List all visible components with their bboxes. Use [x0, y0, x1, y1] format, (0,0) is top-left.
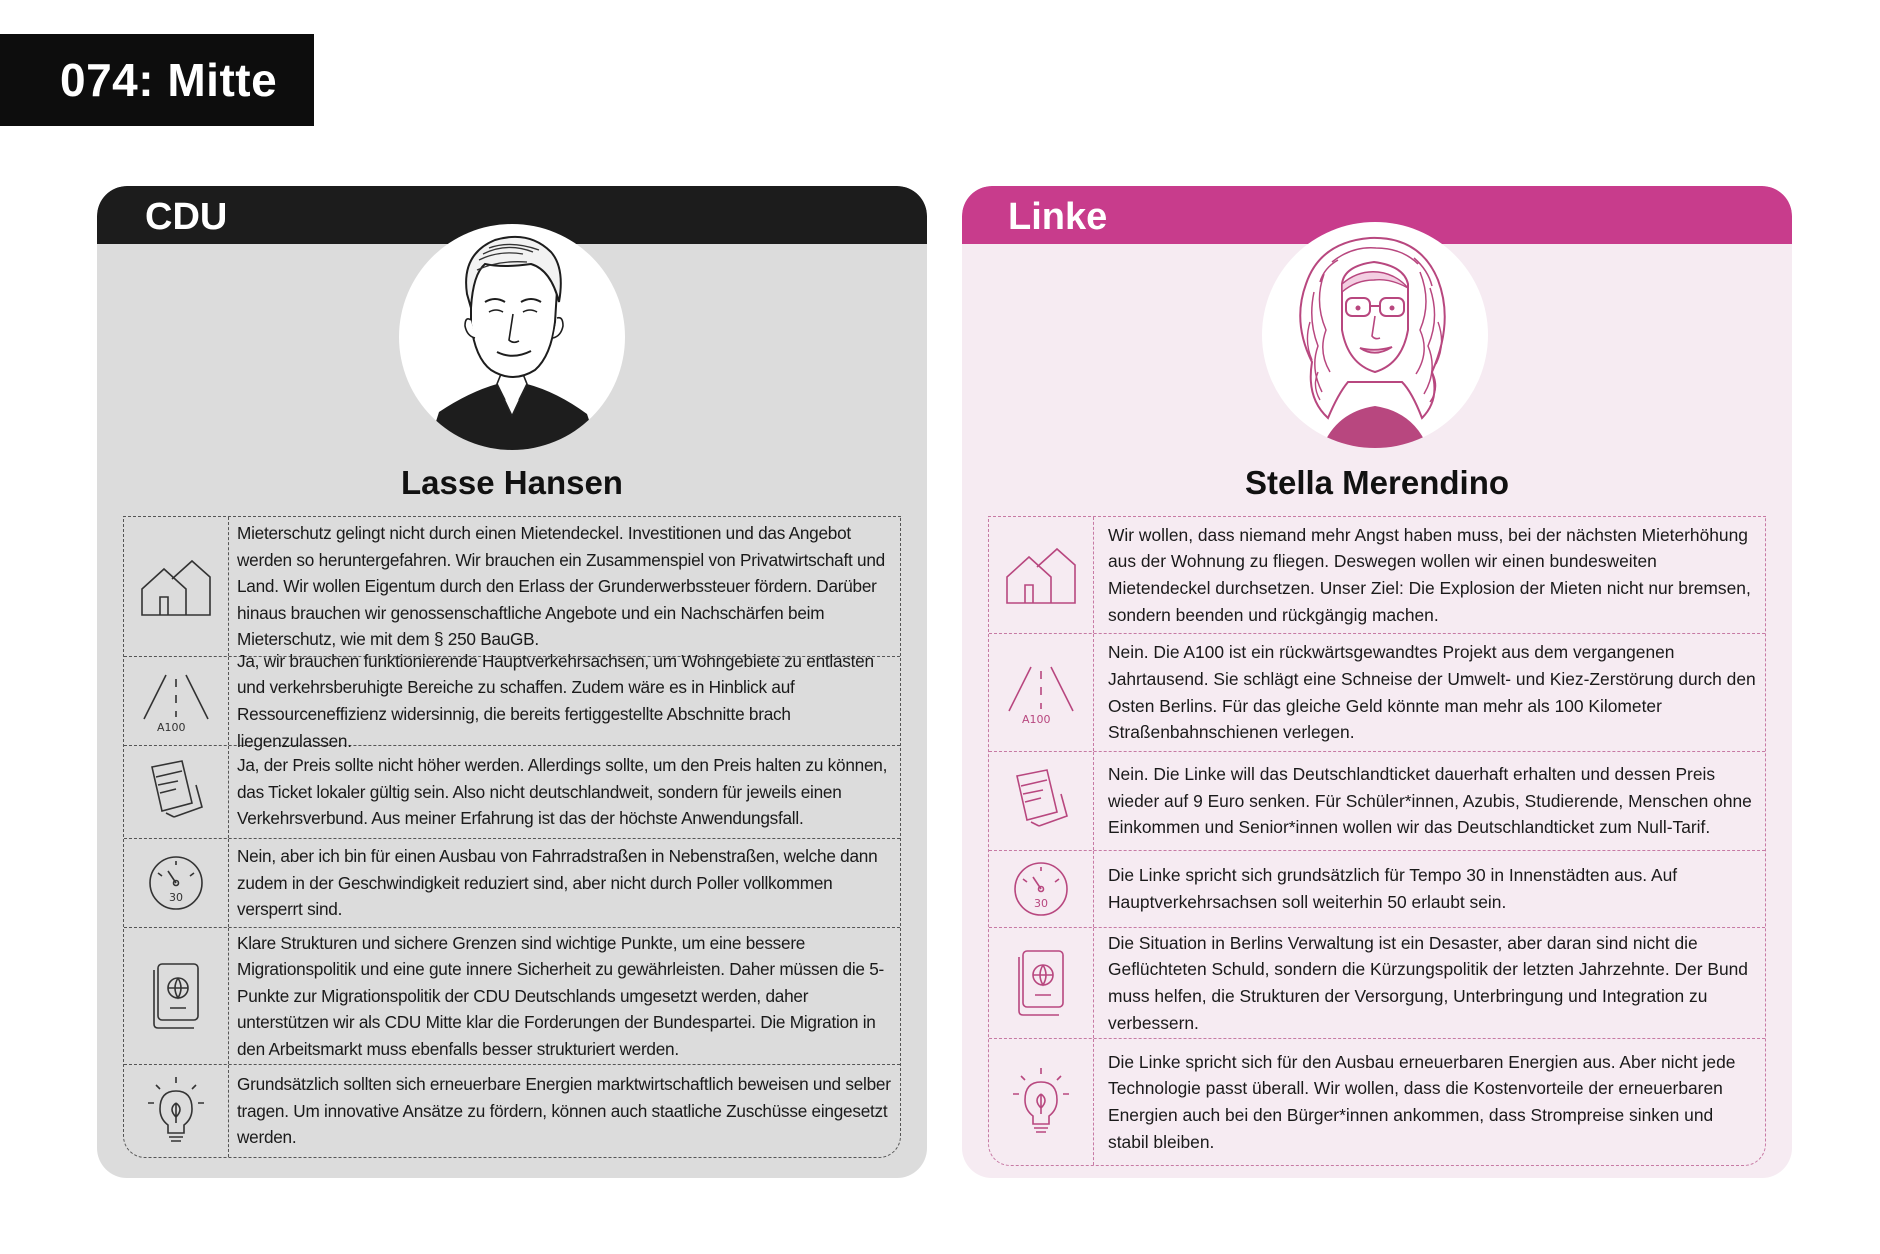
answer-row-speed	[124, 838, 900, 927]
ticket-icon	[989, 752, 1094, 850]
lightbulb-icon	[124, 1065, 229, 1157]
answer-text: Mieterschutz gelingt nicht durch einen Mietendeckel. Investitionen und das Angebot werden so heruntergefahren. Wir brauchen ein Zusammenspiel von Privatwirtschaft und Land. Wir wollen Eigentum durch den Erlass der Grunderwerbssteuer fördern. Darüber hinaus brauchen wir genossenschaftliche Angebote und ein Nachschärfen beim Mieterschutz, wie mit dem § 250 BauGB.	[237, 523, 885, 650]
passport-icon	[124, 928, 229, 1064]
answer-row-migration	[124, 927, 900, 1064]
answer-text: Nein. Die A100 ist ein rückwärtsgewandtes Projekt aus dem vergangenen Jahrtausend. Sie schlägt eine Schneise der Umwelt- und Kiez-Zerstörung durch den Osten Berlins. Für das gleiche Geld könnte man mehr als 100 Kilometer Straßenbahnschienen verlegen.	[1108, 642, 1756, 743]
district-title: 074: Mitte	[0, 34, 314, 126]
answer-text: Grundsätzlich sollten sich erneuerbare Energien marktwirtschaftlich beweisen und selber tragen. Um innovative Ansätze zu fördern, können auch staatliche Zuschüsse eingesetzt werden.	[237, 1074, 891, 1148]
portrait-illustration-icon	[1262, 222, 1488, 448]
candidate-card-linke	[962, 186, 1792, 1178]
road-icon	[124, 657, 229, 745]
svg-text:30: 30	[1034, 897, 1048, 910]
candidate-name: Lasse Hansen	[401, 464, 623, 501]
answer-table	[123, 516, 901, 1158]
answer-row-ticket	[989, 751, 1765, 850]
answer-text: Die Linke spricht sich grundsätzlich für Tempo 30 in Innenstädten aus. Auf Hauptverkehrsachsen soll weiterhin 50 erlaubt sein.	[1108, 865, 1678, 912]
svg-text:A100: A100	[157, 721, 186, 733]
speedometer-icon	[989, 851, 1094, 927]
answer-row-ticket	[124, 745, 900, 838]
answer-text: Ja, wir brauchen funktionierende Hauptverkehrsachsen, um Wohngebiete zu entlasten und verkehrsberuhigte Bereiche zu schaffen. Zudem wäre es in Hinblick auf Ressourceneffizienz widersinnig, die bereits fertiggestellte Abschnitte brach liegenzulassen.	[237, 650, 874, 751]
svg-text:30: 30	[169, 891, 183, 904]
answer-row-highway	[124, 650, 900, 751]
answer-row-migration	[989, 927, 1765, 1038]
answer-text: Die Situation in Berlins Verwaltung ist ein Desaster, aber daran sind nicht die Geflüchteten Schuld, sondern die Kürzungspolitik der letzten Jahrzehnte. Der Bund muss helfen, die Strukturen der Versorgung, Unterbringung und Integration zu verbessern.	[1108, 932, 1748, 1033]
house-icon	[989, 517, 1094, 633]
party-header-linke: Linke	[962, 186, 1792, 244]
answer-row-housing	[124, 517, 900, 656]
candidate-portrait	[1262, 222, 1488, 448]
answer-row-housing	[989, 517, 1765, 633]
party-header-cdu: CDU	[97, 186, 927, 244]
answer-row-energy	[124, 1064, 900, 1157]
speedometer-icon	[124, 839, 229, 927]
candidate-name: Stella Merendino	[1244, 464, 1510, 501]
answer-row-energy	[989, 1038, 1765, 1165]
candidate-card-cdu	[97, 186, 927, 1178]
answer-text: Ja, der Preis sollte nicht höher werden. Allerdings sollte, um den Preis halten zu können, das Ticket lokaler gültig sein. Also nicht deutschlandweit, sondern für jeweils einen Verkehrsverbund. Aus meiner Erfahrung ist das der höchste Anwendungsfall.	[237, 755, 888, 829]
lightbulb-icon	[989, 1039, 1094, 1165]
portrait-illustration-icon	[399, 224, 625, 450]
answer-text: Nein. Die Linke will das Deutschlandticket dauerhaft erhalten und dessen Preis wieder auf 9 Euro senken. Für Schüler*innen, Azubis, Studierende, Menschen ohne Einkommen und Senior*innen wollen wir das Deutschlandticket zum Null-Tarif.	[1108, 764, 1752, 838]
answer-row-highway	[989, 633, 1765, 751]
candidate-portrait	[399, 224, 625, 450]
ticket-icon	[124, 746, 229, 838]
answer-table	[988, 516, 1766, 1166]
answer-text: Die Linke spricht sich für den Ausbau erneuerbaren Energien aus. Aber nicht jede Technologie passt überall. Wir wollen, dass die Kostenvorteile der erneuerbaren Energien auch bei den Bürger*innen ankommen, dass Strompreise sinken und stabil bleiben.	[1108, 1051, 1736, 1152]
answer-row-speed	[989, 850, 1765, 927]
passport-icon	[989, 928, 1094, 1038]
answer-text: Klare Strukturen und sichere Grenzen sind wichtige Punkte, um eine bessere Migrationspolitik und eine gute innere Sicherheit zu gewährleisten. Daher müssen die 5-Punkte zur Migrationspolitik der CDU Deutschlands umgesetzt werden, daher unterstützen wir als CDU Mitte klar die Forderungen der Bundespartei. Die Migration in den Arbeitsmarkt muss ebenfalls besser strukturiert werden.	[237, 932, 885, 1059]
road-icon	[989, 634, 1094, 751]
answer-text: Wir wollen, dass niemand mehr Angst haben muss, bei der nächsten Mieterhöhung aus der Wohnung zu fliegen. Deswegen wollen wir einen bundesweiten Mietendeckel durchsetzen. Unser Ziel: Die Explosion der Mieten nicht nur bremsen, sondern beenden und rückgängig machen.	[1108, 524, 1751, 625]
svg-text:A100: A100	[1022, 712, 1051, 725]
answer-text: Nein, aber ich bin für einen Ausbau von Fahrradstraßen in Nebenstraßen, welche dann zudem in der Geschwindigkeit reduziert sind, aber nicht durch Poller vollkommen versperrt sind.	[237, 846, 878, 920]
house-icon	[124, 517, 229, 656]
